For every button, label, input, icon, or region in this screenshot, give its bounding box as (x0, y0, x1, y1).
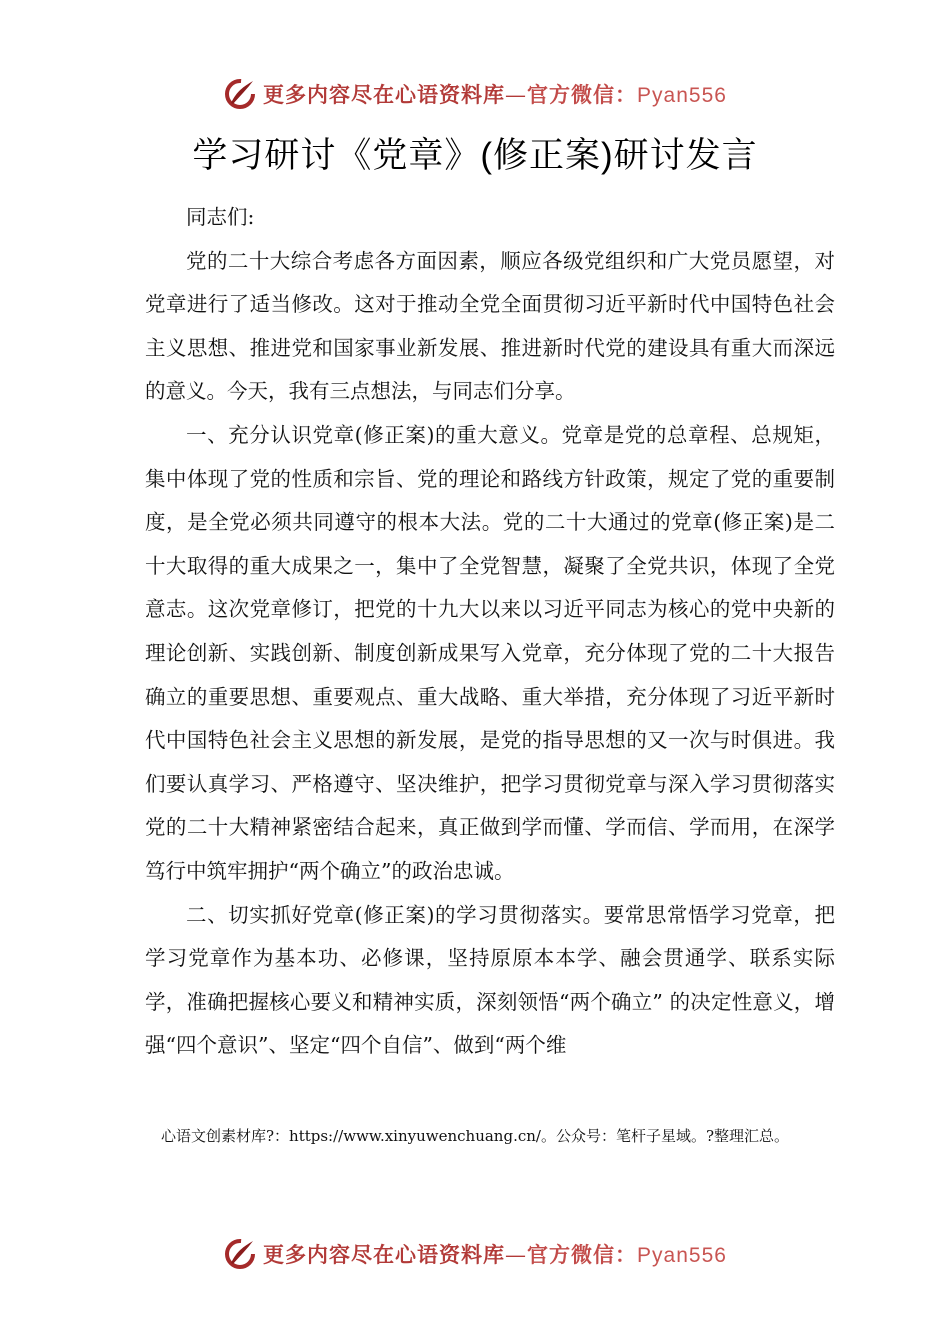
paragraph-point-one: 一、充分认识党章(修正案)的重大意义。党章是党的总章程、总规矩，集中体现了党的性质和宗旨、党的理论和路线方针政策，规定了党的重要制度，是全党必须共同遵守的根本大法。党的二十大通过的党章(修正案)是二十大取得的重大成果之一，集中了全党智慧，凝聚了全党共识，体现了全党意志。这次党章修订，把党的十九大以来以习近平同志为核心的党中央新的理论创新、实践创新、制度创新成果写入党章，充分体现了党的二十大报告确立的重要思想、重要观点、重大战略、重大举措，充分体现了习近平新时代中国特色社会主义思想的新发展，是党的指导思想的又一次与时俱进。我们要认真学习、严格遵守、坚决维护，把学习贯彻党章与深入学习贯彻落实党的二十大精神紧密结合起来，真正做到学而懂、学而信、学而用，在深学笃行中筑牢拥护“两个确立”的政治忠诚。 (145, 422, 835, 883)
banner-wechat-label: 官方微信： (527, 82, 638, 107)
banner-text (263, 1239, 727, 1269)
document-body (145, 196, 835, 1068)
header-banner (0, 70, 950, 118)
banner-text (263, 79, 727, 109)
banner-dash: — (505, 1243, 528, 1267)
document-title: 学习研讨《党章》(修正案)研讨发言 (192, 136, 758, 175)
banner-dash: — (505, 83, 528, 107)
banner-wechat-label: 官方微信： (527, 1242, 638, 1267)
greeting: 同志们: (186, 205, 255, 229)
paragraph-point-two: 二、切实抓好党章(修正案)的学习贯彻落实。要常思常悟学习党章，把学习党章作为基本功、必修课，坚持原原本本学、融会贯通学、联系实际学，准确把握核心要义和精神实质，深刻领悟“两个确立” 的决定性意义，增强“四个意识”、坚定“四个自信”、做到“两个维 (145, 902, 835, 1058)
brush-logo-icon (223, 77, 257, 111)
banner-wechat-id: Pyan556 (637, 1244, 727, 1267)
brush-logo-icon (223, 1237, 257, 1271)
paragraph-intro: 党的二十大综合考虑各方面因素，顺应各级党组织和广大党员愿望，对党章进行了适当修改。这对于推动全党全面贯彻习近平新时代中国特色社会主义思想、推进党和国家事业新发展、推进新时代党的建设具有重大而深远的意义。今天，我有三点想法，与同志们分享。 (145, 248, 835, 404)
footer-banner (0, 1230, 950, 1278)
banner-wechat-id: Pyan556 (637, 84, 727, 107)
footer-source-note: 心语文创素材库?：https://www.xinyuwenchuang.cn/。公众号：笔杆子星域。?整理汇总。 (160, 1127, 789, 1145)
banner-main-text: 更多内容尽在心语资料库 (263, 1242, 506, 1267)
banner-main-text: 更多内容尽在心语资料库 (263, 82, 506, 107)
